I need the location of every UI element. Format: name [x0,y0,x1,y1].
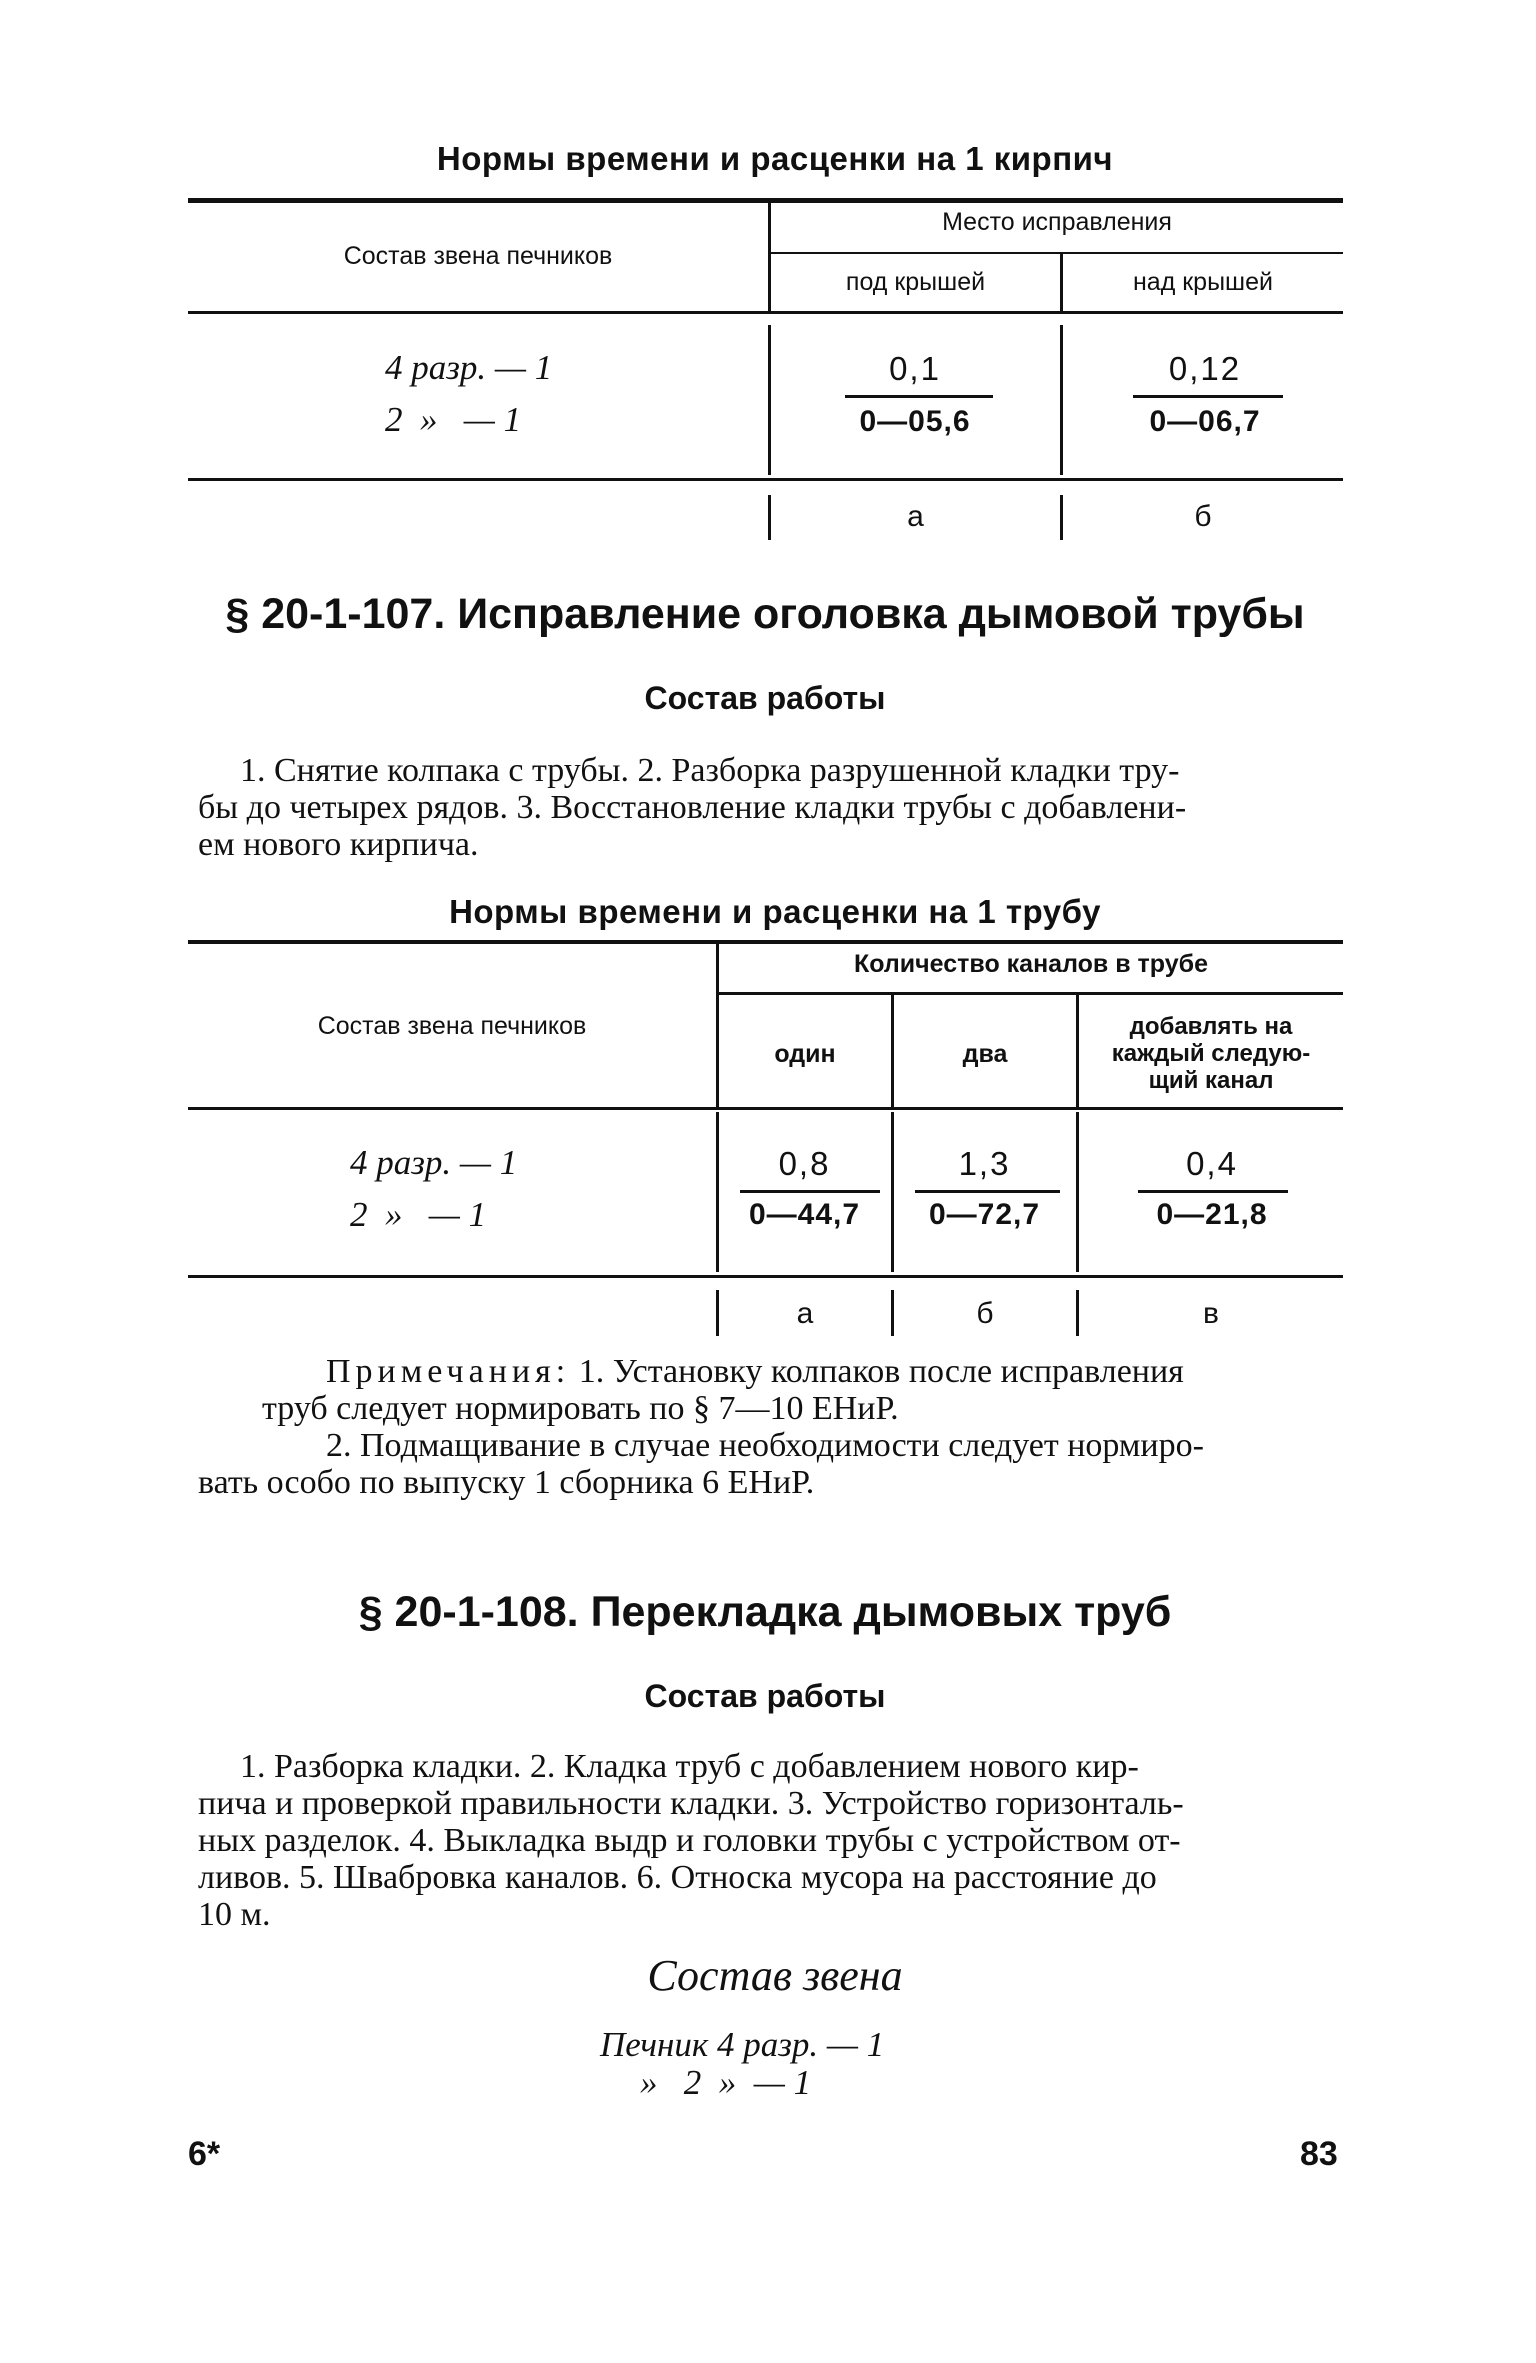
table2-col-one: один [774,1040,836,1068]
table2-two-time: 1,3 [958,1145,1011,1182]
table2-add-price: 0—21,8 [1156,1198,1268,1231]
table1-over-price: 0—06,7 [1149,405,1261,438]
table1-over-time: 0,12 [1168,350,1242,387]
table2-header-rule [188,1107,1343,1110]
table2-col-two: два [962,1040,1008,1068]
table1-header-crew: Состав звена печников [343,242,613,270]
notes-line1 [198,1353,1338,1390]
table2-body-divider-1 [716,1112,719,1272]
section108-crew-heading: Состав звена [647,1951,903,2000]
table1-under-price: 0—05,6 [859,405,971,438]
notes-note1-end: труб следует нормировать по § 7—10 ЕНиР. [262,1390,899,1427]
table1-col-under: под крышей [845,268,986,296]
table2-add-fraction-bar [1138,1190,1288,1193]
table2-letter-a: а [796,1297,814,1330]
table1-under-fraction-bar [845,395,993,398]
table2-one-time: 0,8 [778,1145,831,1182]
section108-text-line2: пича и проверкой правильности кладки. 3. Устройство горизонталь- [198,1785,1184,1822]
table1-bottom-rule [188,478,1343,481]
notes-note2-end: вать особо по выпуску 1 сборника 6 ЕНиР. [198,1464,815,1501]
table1-letter-a: а [907,500,924,533]
table2-col-add-line3: щий канал [1148,1067,1274,1094]
table2-header-channels: Количество каналов в трубе [854,950,1208,978]
notes-label: Примечания: [326,1353,571,1390]
section107-text-line2: бы до четырех рядов. 3. Восстановление кладки трубы с добавлени- [198,789,1187,826]
section108-crew-line2: » 2 » — 1 [640,2063,812,2102]
table1-top-rule [188,198,1343,203]
section108-crew-line1: Печник 4 разр. — 1 [600,2025,885,2064]
table2-col-add [1079,1013,1343,1094]
table2-crew-line1: 4 разр. — 1 [350,1143,518,1182]
table2-one-fraction-bar [740,1190,880,1193]
section108-text-line4: ливов. 5. Швабровка каналов. 6. Относка мусора на расстояние до [198,1859,1157,1896]
page-number: 83 [1300,2135,1338,2173]
table2-two-fraction-bar [915,1190,1060,1193]
section107-text-line3: ем нового кирпича. [198,826,479,863]
table2-letter-v: в [1203,1297,1219,1330]
section108-text-line1: 1. Разборка кладки. 2. Кладка труб с добавлением нового кир- [240,1748,1139,1785]
notes-note1-start: 1. Установку колпаков после исправления [570,1353,1184,1390]
section108-title: § 20-1-108. Перекладка дымовых труб [358,1588,1172,1636]
section108-subhead: Состав работы [644,1678,886,1714]
table2-letter-b: б [976,1297,994,1330]
table2-one-price: 0—44,7 [748,1198,861,1231]
section107-title: § 20-1-107. Исправление оголовка дымовой трубы [225,590,1305,638]
table2-body-divider-3 [1076,1112,1079,1272]
section107-text-line1: 1. Снятие колпака с трубы. 2. Разборка разрушенной кладки тру- [240,752,1180,789]
table2-col-add-line2: каждый следую- [1111,1040,1311,1067]
table1-caption: Нормы времени и расценки на 1 кирпич [436,140,1114,177]
table1-header-subrule [771,252,1343,254]
section107-subhead: Состав работы [644,680,886,716]
table2-crew-line2: 2 » — 1 [350,1195,487,1234]
table1-header-rule [188,311,1343,314]
table1-crew-line2: 2 » — 1 [385,400,522,439]
table1-crew-line1: 4 разр. — 1 [385,348,553,387]
table2-two-price: 0—72,7 [928,1198,1041,1231]
table2-body-divider-2 [891,1112,894,1272]
table2-header-subrule [719,992,1343,995]
table1-body-divider-2 [1060,325,1063,475]
table1-col-over: над крышей [1133,268,1273,296]
table1-header-place: Место исправления [942,208,1172,236]
table2-header-crew: Состав звена печников [317,1012,587,1040]
table1-under-time: 0,1 [889,350,941,387]
table1-over-fraction-bar [1133,395,1283,398]
section108-text-line3: ных разделок. 4. Выкладка выдр и головки трубы с устройством от- [198,1822,1181,1859]
table1-letter-b: б [1194,500,1212,533]
table1-body-divider-1 [768,325,771,475]
table2-add-time: 0,4 [1186,1145,1238,1182]
table2-col-add-line1: добавлять на [1129,1013,1293,1040]
table2-bottom-rule [188,1275,1343,1278]
notes-note2-start: 2. Подмащивание в случае необходимости следует нормиро- [326,1427,1204,1464]
section108-text-line5: 10 м. [198,1896,271,1933]
table2-top-rule [188,940,1343,944]
signature-mark: 6* [188,2135,221,2173]
table2-caption: Нормы времени и расценки на 1 трубу [449,893,1101,930]
